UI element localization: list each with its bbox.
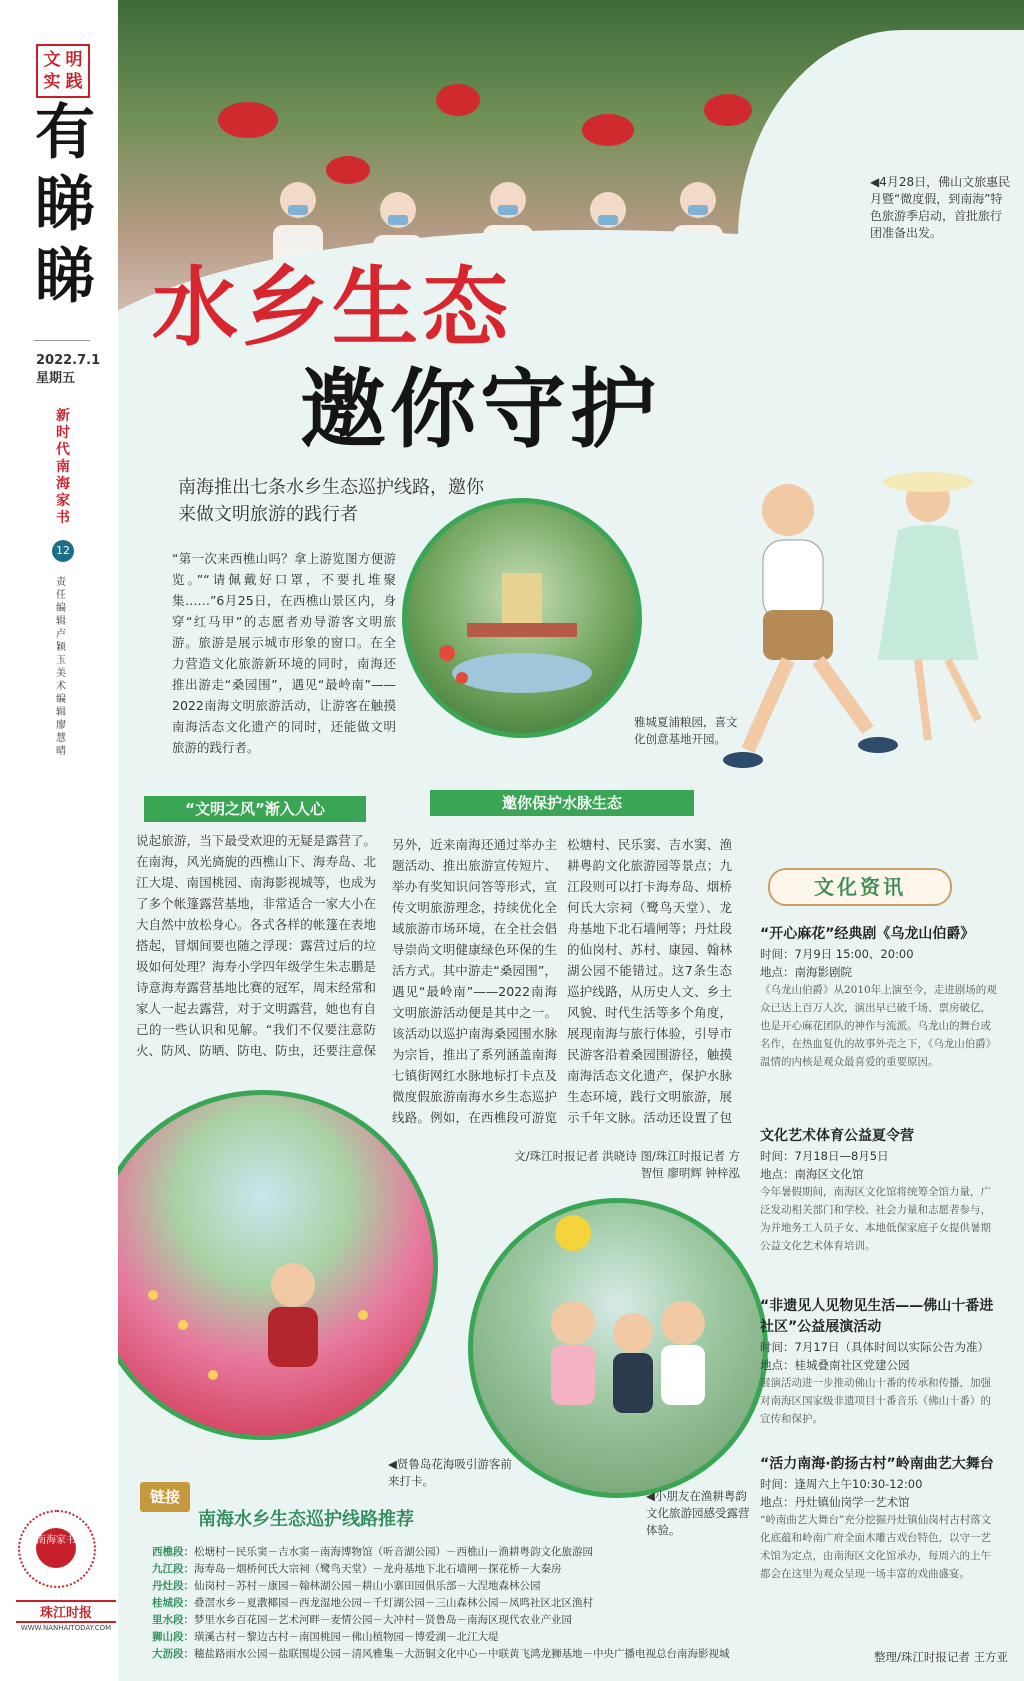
event-place: 地点：南海区文化馆 (760, 1167, 864, 1181)
stamp-char: 明 (65, 50, 83, 70)
event-time: 时间：7月9日 15:00、20:00 (760, 947, 914, 961)
sidebar-credit: 整理/珠江时报记者 王方亚 (873, 1650, 1008, 1664)
event-item (760, 1126, 1000, 1255)
masthead-column (0, 0, 118, 1681)
civilization-stamp (36, 44, 90, 98)
route-name: 丹灶段： (152, 1580, 194, 1592)
newspaper-url: WWW.NANHAITODAY.COM (20, 1624, 112, 1632)
event-title: “非遗见人见物见生活——佛山十番进社区”公益展演活动 (760, 1298, 994, 1335)
intro-text: “第一次来西樵山吗？拿上游览图方便游览。”“请佩戴好口罩，不要扎堆聚集……”6月25日，在西樵山景区内，身穿“红马甲”的志愿者劝导游客文明旅游。旅游是展示城市形象的窗口。在全力营造文化旅游新环境的同时，南海还推出游走“桑园围”，遇见“最岭南”——2022南海文明旅游活动，让游客在触摸南海活态文化遗产的同时，还能做文明旅游的践行者。 (172, 551, 396, 755)
kids-camping-photo (468, 1198, 768, 1498)
section2-title: 邀你保护水脉生态 (430, 790, 694, 816)
top-photo-caption: ◀4月28日，佛山文旅惠民月暨“微度假，到南海”特色旅游季启动，首批旅行团准备出发。 (866, 170, 1016, 246)
event-item (760, 1454, 1000, 1583)
event-desc: 展演活动进一步推动佛山十番的传承和传播，加强对南海区国家级非遗项目十番音乐（佛山十番）的宣传和保护。 (760, 1377, 991, 1425)
weekday-text: 星期五 (36, 371, 76, 386)
route-path: 叠滘水乡－夏漖椰园－西龙湿地公园－千灯湖公园－三山森林公园－凤鸣社区北区渔村 (194, 1597, 593, 1609)
stamp-char: 践 (65, 72, 83, 92)
event-place: 地点：南海影剧院 (760, 965, 852, 979)
event-desc: 今年暑假期间，南海区文化馆将统筹全馆力量，广泛发动相关部门和学校、社会力量和志愿者参与，为并地务工人员子女、本地低保家庭子女提供暑期公益文化艺术体育培训。 (760, 1186, 991, 1252)
route-line (152, 1612, 772, 1628)
event-title: 文化艺术体育公益夏令营 (760, 1128, 914, 1144)
kids-illustration (473, 1203, 763, 1493)
stamp-char: 实 (43, 72, 61, 92)
route-name: 九江段： (152, 1563, 194, 1575)
park-illustration (407, 503, 637, 733)
qr-label: 南海家书 (36, 1528, 76, 1568)
route-line (152, 1646, 772, 1662)
event-desc: “岭南曲艺大舞台”充分挖掘丹灶镇仙岗村古村落文化底蕴和岭南广府全面木雕古戏台特色，以守一艺术馆为定点，由南海区文化馆承办，每周六的上午都会在这里为观众呈现一场丰富的戏曲盛宴。 (760, 1514, 992, 1580)
page-number: 12 (52, 540, 74, 562)
route-line (152, 1544, 772, 1560)
headline-line2: 邀你守护 (300, 360, 660, 460)
section-name: 新时代南海家书 (56, 408, 70, 526)
route-name: 大沥段： (152, 1648, 194, 1660)
route-path: 穗盐路雨水公园－盐联围堤公园－清风雅集－大沥铜文化中心－中联黄飞鸿龙狮基地－中央广播电视总台南海影视城 (194, 1648, 730, 1660)
main-page (118, 0, 1024, 1681)
park-photo-caption: 雅城夏浦粮园，喜文化创意基地开园。 (634, 715, 738, 746)
running-couple-illustration (678, 460, 1018, 820)
event-time: 时间：7月17日（具体时间以实际公告为准） (760, 1340, 989, 1354)
flower-field-photo (118, 1090, 438, 1440)
event-time: 时间：7月18日—8月5日 (760, 1149, 889, 1163)
route-line (152, 1561, 772, 1577)
culture-info-title: 文化资讯 (768, 868, 952, 906)
byline: 文/珠江时报记者 洪晓诗 图/珠江时报记者 方智恒 廖明辉 钟梓泓 (514, 1149, 740, 1180)
route-path: 璜溪古村－黎边古村－南国桃园－佛山植物园－博爱湖－北江大堤 (194, 1631, 499, 1643)
brand-char-2: 睇 (35, 170, 95, 240)
event-desc: 《乌龙山伯爵》从2010年上演至今，走进剧场的观众已达上百万人次，演出早已破千场、票房破亿，也是开心麻花团队的神作与流派。乌龙山的舞台或名作，在热血复仇的故事外壳之下，《乌龙山伯爵》温情的内核是观众最喜爱的重要原因。 (760, 984, 997, 1068)
event-title: “活力南海·韵扬古村”岭南曲艺大舞台 (760, 1456, 994, 1472)
newspaper-logo: 珠江时报 (16, 1600, 116, 1623)
route-name: 里水段： (152, 1614, 194, 1626)
section1-title: “文明之风”渐入人心 (144, 796, 366, 822)
kids-caption: ◀小朋友在渔耕粤韵文化旅游园感受露营体验。 (646, 1489, 750, 1537)
headline-line1: 水乡生态 (152, 258, 512, 358)
route-line (152, 1578, 772, 1594)
issue-date (36, 352, 100, 388)
section1-text: 说起旅游，当下最受欢迎的无疑是露营了。在南海，风光旖旎的西樵山下、海寿岛、北江大堤、南国桃园、南海影视城等，也成为了多个帐篷露营基地，非常适合一家大小在大自然中放松身心。各式各样的帐篷在表地搭起，冒烟间要也随之浮现：露营过后的垃圾如何处理？海寿小学四年级学生朱志鹏是诗意海寿露营基地比赛的冠军，周末经常和家人一起去露营，对于文明露营，她也有自己的一些认识和见解。“我们不仅要注意防火、防风、防晒、防电、防虫，还要注意保 (136, 833, 376, 1058)
stamp-char: 文 (43, 50, 61, 70)
routes-title: 南海水乡生态巡护线路推荐 (198, 1509, 414, 1530)
flower-illustration (118, 1095, 433, 1435)
divider (34, 340, 90, 341)
subtitle: 南海推出七条水乡生态巡护线路，邀你来做文明旅游的践行者 (178, 477, 484, 525)
event-item (760, 1296, 1000, 1428)
event-time: 时间：逢周六上午10:30-12:00 (760, 1477, 923, 1491)
route-name: 桂城段： (152, 1597, 194, 1609)
link-tag: 链接 (140, 1482, 190, 1512)
route-line (152, 1629, 772, 1645)
route-path: 海寿岛－烟桥何氏大宗祠（鹭鸟天堂）－龙舟基地下北石墙闸－探花桥－大秦房 (194, 1563, 562, 1575)
editor-credits: 责任编辑 卢颖玉 美术编辑 廖慧晴 (56, 577, 66, 757)
route-path: 梦里水乡百花园－艺术河畔－麦情公园－大冲村－贤鲁岛－南海区现代农业产业园 (194, 1614, 572, 1626)
brand-char-3: 睇 (35, 242, 95, 312)
event-title: “开心麻花”经典剧《乌龙山伯爵》 (760, 926, 975, 942)
route-path: 仙岗村－苏村－康园－翰林湖公园－耕山小寨田园俱乐部－大涅地森林公园 (194, 1580, 541, 1592)
event-place: 地点：丹灶镇仙岗学一艺术馆 (760, 1495, 910, 1509)
flower-caption: ◀贤鲁岛花海吸引游客前来打卡。 (388, 1457, 512, 1488)
route-name: 狮山段： (152, 1631, 194, 1643)
section2-text: 另外，近来南海还通过举办主题活动、推出旅游宣传短片、举办有奖知识问答等形式，宣传文明旅游理念，持续优化全域旅游市场环境，在全社会倡导崇尚文明健康绿色环保的生活方式。其中游走“桑园围”，遇见“最岭南”——2022南海文明旅游活动便是其中之一。该活动以巡护南海桑园围水脉为宗旨，推出了系列涵盖南海七镇街网红水脉地标打卡点及微度假旅游南海水乡生态巡护线路。例如，在西樵段可游览松塘村、民乐窦、吉水窦、渔耕粤韵文化旅游园等景点；九江段则可以打卡海寿岛、烟桥何氏大宗祠（鹭鸟天堂）、龙舟基地下北石墙闸等；丹灶段的仙岗村、苏村、康园、翰林湖公园不能错过。这7条生态巡护线路，从历史人文、乡土风貌、时代生活等多个角度，展现南海与旅行体验，引导市民游客沿着桑园围游径，触摸南海活态文化遗产，保护水脉生态环境，践行文明旅游，展示千年文脉。活动还设置了包 (392, 837, 732, 1125)
event-place: 地点：桂城叠南社区党建公园 (760, 1358, 910, 1372)
route-path: 松塘村－民乐窦－吉水窦－南海博物馆（听音湖公园）－西樵山－渔耕粤韵文化旅游园 (194, 1546, 593, 1558)
event-item (760, 924, 1000, 1071)
park-photo (402, 498, 642, 738)
date-text: 2022.7.1 (36, 353, 101, 368)
brand-char-1: 有 (35, 98, 95, 168)
route-name: 西樵段： (152, 1546, 194, 1558)
route-line (152, 1595, 772, 1611)
